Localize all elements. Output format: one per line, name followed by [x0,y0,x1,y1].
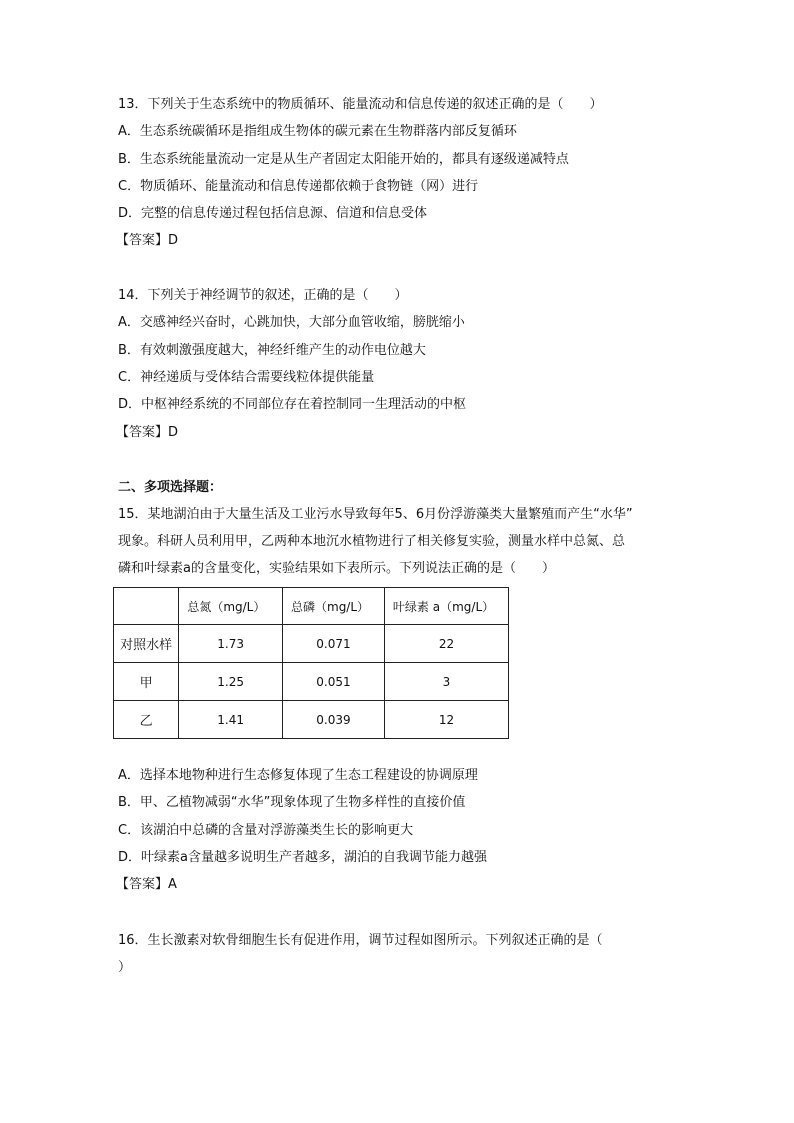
table-cell: 12 [384,701,508,739]
table-row-label: 乙 [114,701,179,739]
q13-stem: 13．下列关于生态系统中的物质循环、能量流动和信息传递的叙述正确的是（ ） [118,97,603,112]
section-heading: 二、多项选择题： [118,480,223,495]
table-row [114,701,509,739]
table-row [114,625,509,663]
table-header-cell: 叶绿素 a（mg/L） [384,588,508,625]
table-cell: 1.41 [179,701,283,739]
q13-option-b: B．生态系统能量流动一定是从生产者固定太阳能开始的，都具有逐级递减特点 [118,152,569,167]
table-row-label: 甲 [114,663,179,701]
table-cell: 0.039 [283,701,385,739]
q15-option-c: C．该湖泊中总磷的含量对浮游藻类生长的影响更大 [118,823,414,838]
table-cell: 1.73 [179,625,283,663]
table-cell: 1.25 [179,663,283,701]
q15-answer: 【答案】A [116,877,177,892]
q14-answer: 【答案】D [116,425,179,440]
table-cell: 22 [384,625,508,663]
q13-option-a: A．生态系统碳循环是指组成生物体的碳元素在生物群落内部反复循环 [118,124,517,139]
q13-option-d: D．完整的信息传递过程包括信息源、信道和信息受体 [118,206,428,221]
q15-option-b: B．甲、乙植物减弱“水华”现象体现了生物多样性的直接价值 [118,795,466,810]
q15-option-d: D．叶绿素a含量越多说明生产者越多，湖泊的自我调节能力越强 [118,850,487,865]
q14-option-a: A．交感神经兴奋时，心跳加快，大部分血管收缩，膀胱缩小 [118,315,465,330]
table-row [114,663,509,701]
table-cell: 0.051 [283,663,385,701]
q14-stem: 14．下列关于神经调节的叙述，正确的是（ ） [118,288,408,303]
q16-stem-line-2: ） [118,960,132,975]
table-cell: 0.071 [283,625,385,663]
q14-option-b: B．有效刺激强度越大，神经纤维产生的动作电位越大 [118,343,426,358]
q13-option-c: C．物质循环、能量流动和信息传递都依赖于食物链（网）进行 [118,179,479,194]
table-header-row [114,588,509,625]
q15-stem-line-2: 现象。科研人员利用甲，乙两种本地沉水植物进行了相关修复实验，测量水样中总氮、总 [118,534,626,549]
q15-option-a: A．选择本地物种进行生态修复体现了生态工程建设的协调原理 [118,768,478,783]
table-cell: 3 [384,663,508,701]
table-header-cell: 总氮（mg/L） [179,588,283,625]
q13-answer: 【答案】D [116,233,179,248]
table-header-cell: 总磷（mg/L） [283,588,385,625]
q15-stem-line-1: 15．某地湖泊由于大量生活及工业污水导致每年5、6月份浮游藻类大量繁殖而产生“水华” [118,507,633,522]
q15-stem-line-3: 磷和叶绿素a的含量变化，实验结果如下表所示。下列说法正确的是（ ） [118,561,555,576]
q16-stem-line-1: 16．生长激素对软骨细胞生长有促进作用，调节过程如图所示。下列叙述正确的是（ [118,933,603,948]
q14-option-c: C．神经递质与受体结合需要线粒体提供能量 [118,370,375,385]
table-row-label: 对照水样 [114,625,179,663]
results-table [113,587,509,739]
q14-option-d: D．中枢神经系统的不同部位存在着控制同一生理活动的中枢 [118,397,467,412]
table-header-cell [114,588,179,625]
